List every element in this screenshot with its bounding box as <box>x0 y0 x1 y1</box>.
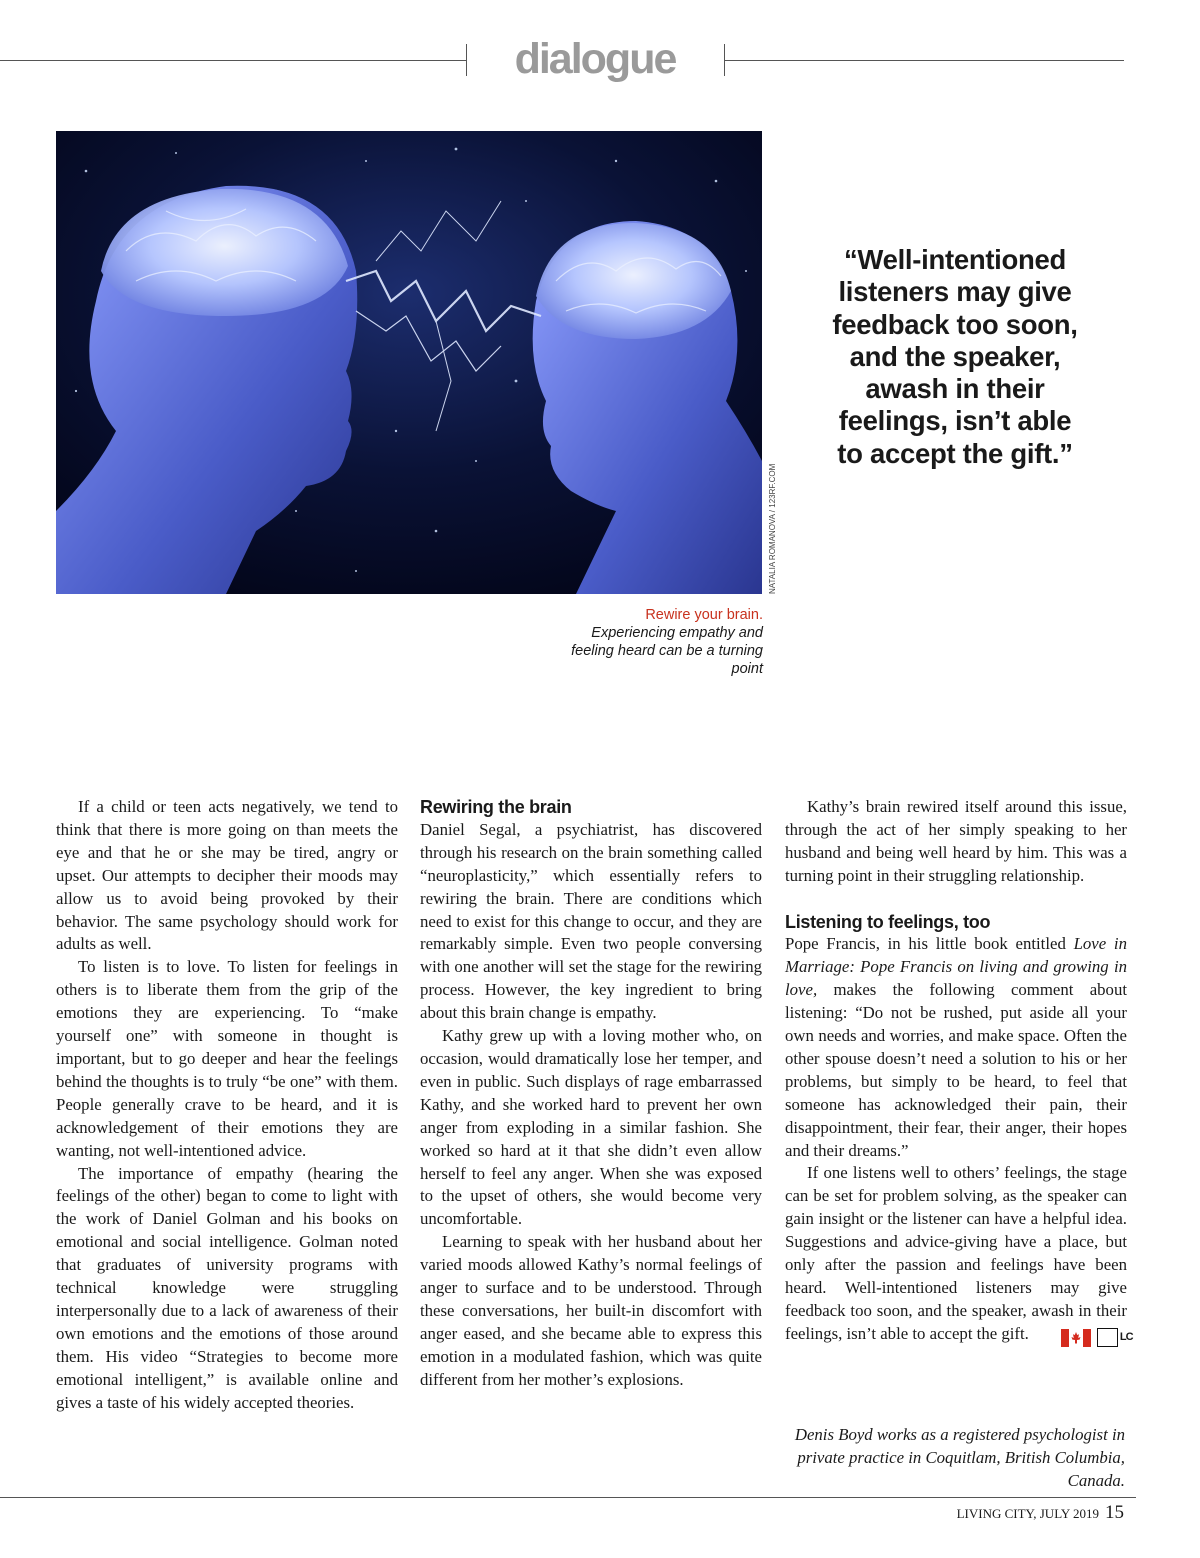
two-heads-brain-illustration <box>56 131 762 594</box>
photo-credit-text: NATALIA ROMANOVA / 123RF.COM <box>768 463 777 594</box>
article-column-2 <box>420 796 762 1392</box>
book-title: Love in Marriage: Pope Francis on living and growing in love, <box>785 934 1127 1000</box>
page-footer <box>957 1501 1124 1526</box>
paragraph: If a child or teen acts negatively, we tend to think that there is more going on than meets the eye and that he or she may be tired, angry or upset. Our attempts to decipher their moods may allow us to avoid being provoked by their behavior. The same psychology should work for adults as well. <box>56 797 398 954</box>
canada-flag-icon <box>1061 1329 1091 1347</box>
paragraph: Learning to speak with her husband about her varied moods allowed Kathy’s normal feelings of anger to surface and to be understood. Through these conversations, her built-in discomfort with anger eased, and she became able to express this emotion in a modulated fashion, which was quite different from her mother’s explosions. <box>420 1232 762 1389</box>
paragraph <box>785 933 1127 1162</box>
subheading-listening: Listening to feelings, too <box>785 911 991 932</box>
author-bio: Denis Boyd works as a registered psychologist in private practice in Coquitlam, British Columbia, Canada. <box>794 1425 1125 1490</box>
pull-quote: “Well-intentioned listeners may give feedback too soon, and the speaker, awash in their feelings, isn’t able to accept the gift.” <box>832 244 1078 469</box>
paragraph: The importance of empathy (hearing the feelings of the other) began to come to light with the work of Daniel Golman and his books on emotional and social intelligence. Golman noted that graduates of university programs with technical knowledge were struggling interpersonally due to a lack of awareness of their own emotions and the emotions of those around them. His video “Strategies to become more emotional intelligent,” is available online and gives a taste of his widely accepted theories. <box>56 1163 398 1412</box>
subheading-rewiring: Rewiring the brain <box>420 797 572 817</box>
header-rule-right <box>724 60 1124 61</box>
paragraph: To listen is to love. To listen for feelings in others is to liberate them from the grip of the emotions they are experiencing. To “make yourself one” with someone in thought is important, but to go deeper and hear the feelings behind the thoughts is to truly “be one” with them. People generally crave to be heard, and it is acknowledgement of their emotions they are wanting, not well-intentioned advice. <box>56 957 398 1160</box>
header-tick-left <box>466 44 467 76</box>
article-column-3 <box>785 796 1133 1349</box>
paragraph-text: Pope Francis, in his little book entitled <box>785 934 1074 954</box>
paragraph-text: If one listens well to others’ feelings, the stage can be set for problem solving, as the speaker can gain insight or the listener can have a helpful idea. Suggestions and advice-giving have a place, but only after the passion and feelings have been heard. Well-intentioned listeners may give feedback too soon, and the speaker, awash in their feelings, isn’t able to accept the gift. <box>785 1163 1127 1343</box>
article-column-1 <box>56 796 398 1414</box>
paragraph: Kathy grew up with a loving mother who, on occasion, would dramatically lose her temper, and even in public. Such displays of rage embarrassed Kathy, and she worked hard to prevent her own anger from exploding in a similar fashion. She worked so hard at it that she didn’t even allow herself to feel any anger. When she was exposed to the upset of others, she would become very uncomfortable. <box>420 1026 762 1229</box>
footer-rule <box>0 1497 1136 1498</box>
end-marks <box>1039 1326 1133 1349</box>
paragraph <box>785 1162 1133 1348</box>
caption-body: Experiencing empathy and feeling heard can be a turning point <box>571 625 763 677</box>
photo-caption <box>560 606 763 678</box>
section-title: dialogue <box>514 35 676 83</box>
living-city-end-mark: LC <box>1097 1328 1118 1347</box>
photo-credit <box>768 463 778 594</box>
paragraph-text: makes the following comment about listening: “Do not be rushed, put aside all your own needs and worries, and make space. Often the other spouse doesn’t need a solution to his or her problems, but simply to be heard, to feel that someone has acknowledged their pain, their disappointment, their fear, their anger, their hopes and their dreams.” <box>785 980 1127 1160</box>
page-number: 15 <box>1105 1502 1124 1523</box>
caption-lead: Rewire your brain. <box>645 607 763 623</box>
footer-publication: LIVING CITY, JULY 2019 <box>956 1506 1099 1521</box>
paragraph: Kathy’s brain rewired itself around this issue, through the act of her simply speaking to her husband and being well heard by him. This was a turning point in their struggling relationship. <box>785 797 1127 885</box>
paragraph: Daniel Segal, a psychiatrist, has discovered through his research on the brain something called “neuroplasticity,” which essentially refers to rewiring the brain. There are conditions which need to exist for this change to occur, and they are remarkably simple. Even two people conversing with one another will set the stage for the rewiring process. However, the key ingredient to bring about this brain change is empathy. <box>420 819 762 1023</box>
spacer <box>785 888 1127 911</box>
header-rule-left <box>0 60 466 61</box>
feature-photo <box>56 131 762 594</box>
